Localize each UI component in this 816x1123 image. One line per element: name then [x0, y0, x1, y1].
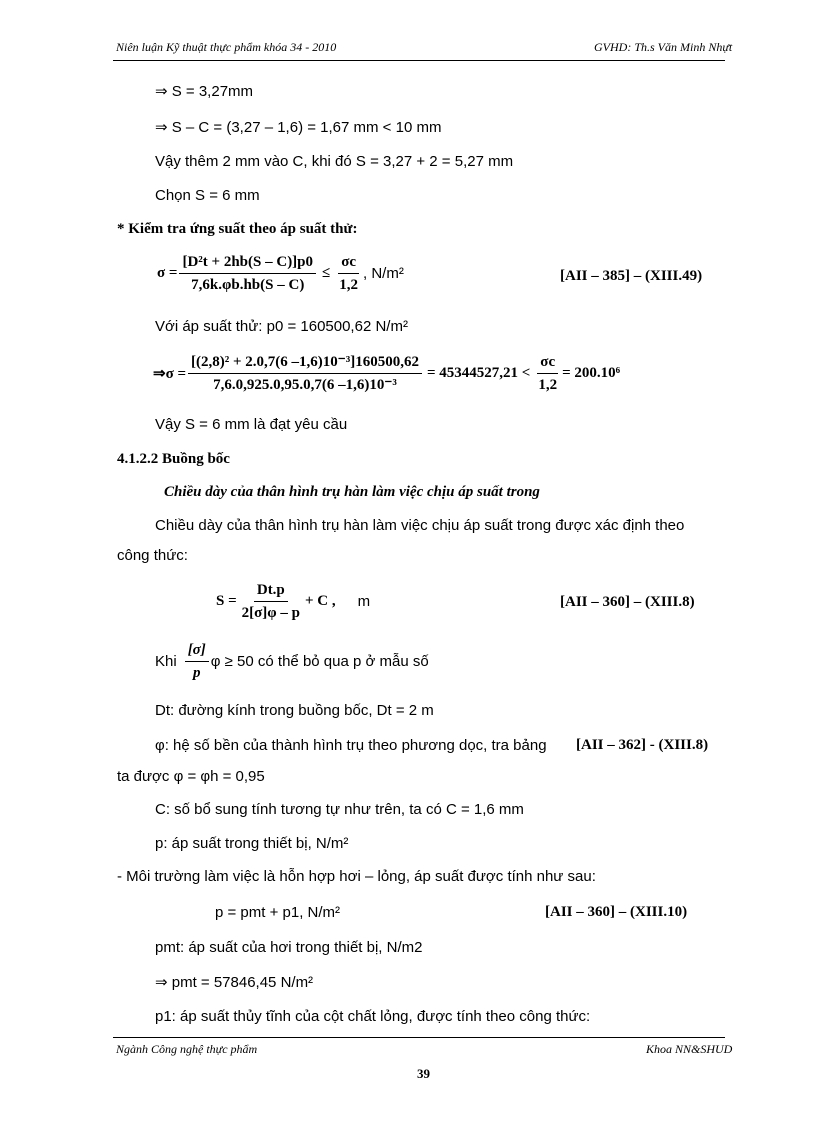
- c-definition: C: số bổ sung tính tương tự như trên, ta có C = 1,6 mm: [155, 801, 524, 818]
- stress-equation: [157, 252, 404, 295]
- test-heading: * Kiểm tra ứng suất theo áp suất thử:: [117, 221, 358, 237]
- pressure-equation: p = pmt + p1, N/m²: [215, 904, 341, 921]
- eq3-lhs: S =: [216, 593, 237, 609]
- eq2-tail: = 200.10⁶: [562, 365, 621, 381]
- khi-numerator: [σ]: [185, 640, 209, 662]
- test-pressure-line: Với áp suất thử: p0 = 160500,62 N/m²: [155, 318, 408, 335]
- khi-label: Khi: [155, 653, 177, 670]
- eq3-fraction: [239, 580, 303, 623]
- thickness-equation: [216, 580, 370, 623]
- p-definition: p: áp suất trong thiết bị, N/m²: [155, 835, 349, 852]
- khi-text: φ ≥ 50 có thể bỏ qua p ở mẫu số: [210, 653, 429, 670]
- pressure-reference: [AII – 360] – (XIII.10): [545, 904, 688, 920]
- line-add-2mm: Vậy thêm 2 mm vào C, khi đó S = 3,27 + 2 = 5,27 mm: [155, 153, 514, 170]
- pmt-definition: pmt: áp suất của hơi trong thiết bị, N/m2: [155, 939, 423, 956]
- khi-condition: [155, 640, 429, 683]
- eq3-tail: + C ,: [305, 593, 336, 609]
- environment-line: - Môi trường làm việc là hỗn hợp hơi – lỏng, áp suất được tính như sau:: [117, 868, 596, 885]
- phi-reference: [AII – 362] - (XIII.8): [576, 737, 709, 753]
- conclusion-line: Vậy S = 6 mm là đạt yêu cầu: [155, 416, 348, 433]
- eq1-lhs: σ =: [157, 265, 178, 281]
- dt-definition: Dt: đường kính trong buồng bốc, Dt = 2 m: [155, 702, 434, 719]
- eq1-denominator: 7,6k.φb.hb(S – C): [191, 277, 305, 293]
- eq2-sigma-num: σc: [537, 352, 558, 374]
- khi-fraction: [185, 640, 209, 683]
- line-choose-s: Chọn S = 6 mm: [155, 187, 260, 204]
- header-right: GVHD: Th.s Văn Minh Nhựt: [594, 40, 733, 54]
- page-number: 39: [417, 1066, 430, 1081]
- eq2-lhs: ⇒σ =: [153, 366, 187, 382]
- eq1-unit: , N/m²: [363, 265, 404, 282]
- footer-left: Ngành Công nghệ thực phẩm: [116, 1042, 258, 1056]
- eq1-sigma-fraction: [336, 252, 361, 295]
- eq2-result: = 45344527,21 <: [426, 365, 531, 381]
- eq3-reference: [AII – 360] – (XIII.8): [560, 594, 695, 610]
- eq1-reference: [AII – 385] – (XIII.49): [560, 268, 703, 284]
- header-rule: [113, 60, 725, 61]
- eq2-fraction: [188, 352, 422, 395]
- eq1-fraction: [179, 252, 316, 295]
- pmt-value: ⇒ pmt = 57846,45 N/m²: [155, 974, 314, 991]
- subsection-title: Chiều dày của thân hình trụ hàn làm việc chịu áp suất trong: [164, 484, 540, 500]
- eq1-le: ≤: [322, 265, 331, 281]
- eq2-numerator: [(2,8)² + 2.0,7(6 –1,6)10⁻³]160500,62: [188, 352, 422, 374]
- footer-right: Khoa NN&SHUD: [646, 1042, 733, 1056]
- phi-definition: φ: hệ số bền của thành hình trụ theo phương dọc, tra bảng: [155, 737, 547, 754]
- eq3-unit: m: [357, 593, 371, 610]
- stress-calculation: [153, 352, 620, 395]
- line-s-minus-c: ⇒ S – C = (3,27 – 1,6) = 1,67 mm < 10 mm: [155, 119, 442, 136]
- p1-definition: p1: áp suất thủy tĩnh của cột chất lỏng, được tính theo công thức:: [155, 1008, 591, 1025]
- line-s-value: ⇒ S = 3,27mm: [155, 83, 254, 100]
- eq2-sigma-den: 1,2: [538, 377, 558, 393]
- paragraph-line-2: công thức:: [117, 547, 188, 564]
- eq2-denominator: 7,6.0,925.0,95.0,7(6 –1,6)10⁻³: [213, 377, 397, 393]
- section-heading: 4.1.2.2 Buồng bốc: [117, 451, 230, 467]
- eq3-denominator: 2[σ]φ – p: [241, 605, 300, 621]
- eq1-numerator: [D²t + 2hb(S – C)]p0: [179, 252, 316, 274]
- eq1-sigma-num: σc: [338, 252, 359, 274]
- eq2-sigma-fraction: [535, 352, 560, 395]
- footer-rule: [113, 1037, 725, 1038]
- khi-denominator: p: [192, 665, 201, 681]
- header-left: Niên luận Kỹ thuật thực phẩm khóa 34 - 2010: [116, 40, 337, 54]
- phi-value: ta được φ = φh = 0,95: [117, 768, 265, 785]
- eq1-sigma-den: 1,2: [339, 277, 359, 293]
- eq3-numerator: Dt.p: [254, 580, 288, 602]
- paragraph-line-1: Chiều dày của thân hình trụ hàn làm việc chịu áp suất trong được xác định theo: [155, 517, 685, 534]
